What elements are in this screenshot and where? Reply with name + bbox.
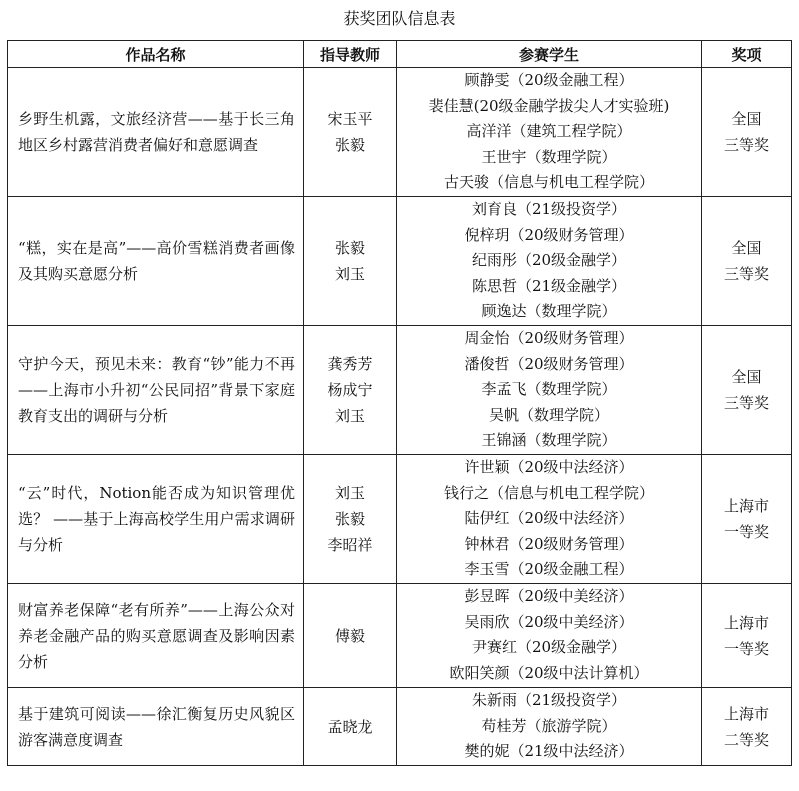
- header-teacher: 指导教师: [304, 41, 397, 68]
- teacher-cell: [304, 197, 397, 326]
- award-cell: [702, 584, 792, 688]
- award-rank: 三等奖: [723, 136, 769, 154]
- student-entry: 吴帆（数理学院）: [488, 405, 609, 424]
- student-entry: 许世颖（20级中法经济）: [464, 458, 634, 476]
- award-rank: 一等奖: [723, 639, 769, 658]
- teacher-name: 孟晓龙: [327, 717, 373, 736]
- student-entry: 樊的妮（21级中法经济）: [464, 742, 634, 761]
- teacher-name: 刘玉: [334, 265, 365, 283]
- award-rank: 三等奖: [723, 265, 769, 283]
- teacher-cell: [304, 688, 397, 766]
- student-entry: 王世宇（数理学院）: [481, 147, 617, 166]
- project-title: “云”时代，Notion能否成为知识管理优选？ ——基于上海高校学生用户需求调研与分析: [8, 455, 304, 584]
- student-entry: 钱行之（信息与机电工程学院）: [443, 483, 654, 502]
- header-award: 奖项: [702, 41, 792, 68]
- award-rank: 一等奖: [723, 523, 769, 541]
- teacher-cell: [304, 584, 397, 688]
- student-entry: 陆伊红（20级中法经济）: [464, 509, 634, 528]
- award-rank: 三等奖: [723, 394, 769, 412]
- student-entry: 高洋洋（建筑工程学院）: [466, 122, 632, 141]
- teacher-name: 刘玉: [334, 484, 365, 502]
- students-cell: [397, 326, 702, 455]
- award-level: 全国: [731, 239, 762, 257]
- students-cell: [397, 688, 702, 766]
- award-cell: [702, 197, 792, 326]
- students-cell: [397, 197, 702, 326]
- table-row: [8, 326, 792, 455]
- teacher-name: 张毅: [334, 136, 365, 154]
- teacher-name: 张毅: [334, 239, 365, 257]
- award-level: 全国: [731, 110, 762, 128]
- students-cell: [397, 68, 702, 197]
- table-row: [8, 688, 792, 766]
- teacher-name: 杨成宁: [327, 381, 373, 399]
- award-cell: [702, 455, 792, 584]
- student-entry: 吴雨欣（20级中美经济）: [464, 612, 634, 631]
- table-row: [8, 68, 792, 197]
- student-entry: 李孟飞（数理学院）: [481, 380, 617, 399]
- student-entry: 刘育良（21级投资学）: [471, 200, 627, 218]
- teacher-name: 张毅: [334, 510, 365, 528]
- students-cell: [397, 455, 702, 584]
- teacher-name: 龚秀芳: [327, 355, 373, 373]
- student-entry: 苟桂芳（旅游学院）: [481, 716, 617, 735]
- project-title: 乡野生机露，文旅经济营——基于长三角地区乡村露营消费者偏好和意愿调查: [8, 68, 304, 197]
- teacher-cell: [304, 68, 397, 197]
- student-entry: 顾逸达（数理学院）: [481, 302, 617, 321]
- project-title: 财富养老保障“老有所养”——上海公众对养老金融产品的购买意愿调查及影响因素分析: [8, 584, 304, 688]
- award-table: [7, 40, 792, 766]
- student-entry: 顾静雯（20级金融工程）: [464, 71, 634, 89]
- student-entry: 陈思哲（21级金融学）: [471, 276, 627, 295]
- teacher-name: 李昭祥: [327, 536, 373, 554]
- student-entry: 古天骏（信息与机电工程学院）: [443, 173, 654, 192]
- table-row: [8, 197, 792, 326]
- award-level: 上海市: [723, 613, 769, 632]
- student-entry: 尹赛红（20级金融学）: [471, 638, 627, 657]
- project-title: 守护今天，预见未来：教育“钞”能力不再——上海市小升初“公民同招”背景下家庭教育支出的调研与分析: [8, 326, 304, 455]
- student-entry: 王锦涵（数理学院）: [481, 431, 617, 450]
- award-cell: [702, 688, 792, 766]
- award-level: 上海市: [723, 704, 769, 723]
- student-entry: 朱新雨（21级投资学）: [471, 691, 627, 709]
- award-cell: [702, 68, 792, 197]
- teacher-name: 宋玉平: [327, 110, 373, 128]
- student-entry: 纪雨彤（20级金融学）: [471, 251, 627, 270]
- award-rank: 二等奖: [723, 730, 769, 749]
- student-entry: 裴佳慧(20级金融学拔尖人才实验班): [428, 96, 670, 115]
- header-project: 作品名称: [8, 41, 304, 68]
- teacher-cell: [304, 326, 397, 455]
- teacher-name: 傅毅: [334, 626, 365, 645]
- teacher-name: 刘玉: [334, 407, 365, 425]
- student-entry: 潘俊哲（20级财务管理）: [464, 354, 634, 373]
- teacher-cell: [304, 455, 397, 584]
- header-students: 参赛学生: [397, 41, 702, 68]
- project-title: 基于建筑可阅读——徐汇衡复历史风貌区游客满意度调查: [8, 688, 304, 766]
- student-entry: 钟林君（20级财务管理）: [464, 534, 634, 553]
- project-title: “糕，实在是高”——高价雪糕消费者画像及其购买意愿分析: [8, 197, 304, 326]
- header-row: [8, 41, 792, 68]
- award-level: 全国: [731, 368, 762, 386]
- table-row: [8, 455, 792, 584]
- page-title: 获奖团队信息表: [343, 9, 456, 28]
- student-entry: 彭昱晖（20级中美经济）: [464, 587, 634, 605]
- student-entry: 周金怡（20级财务管理）: [464, 329, 634, 347]
- table-row: [8, 584, 792, 688]
- award-cell: [702, 326, 792, 455]
- student-entry: 倪梓玥（20级财务管理）: [464, 225, 634, 244]
- award-level: 上海市: [723, 497, 769, 515]
- student-entry: 欧阳笑颜（20级中法计算机）: [449, 663, 649, 682]
- student-entry: 李玉雪（20级金融工程）: [464, 560, 634, 579]
- students-cell: [397, 584, 702, 688]
